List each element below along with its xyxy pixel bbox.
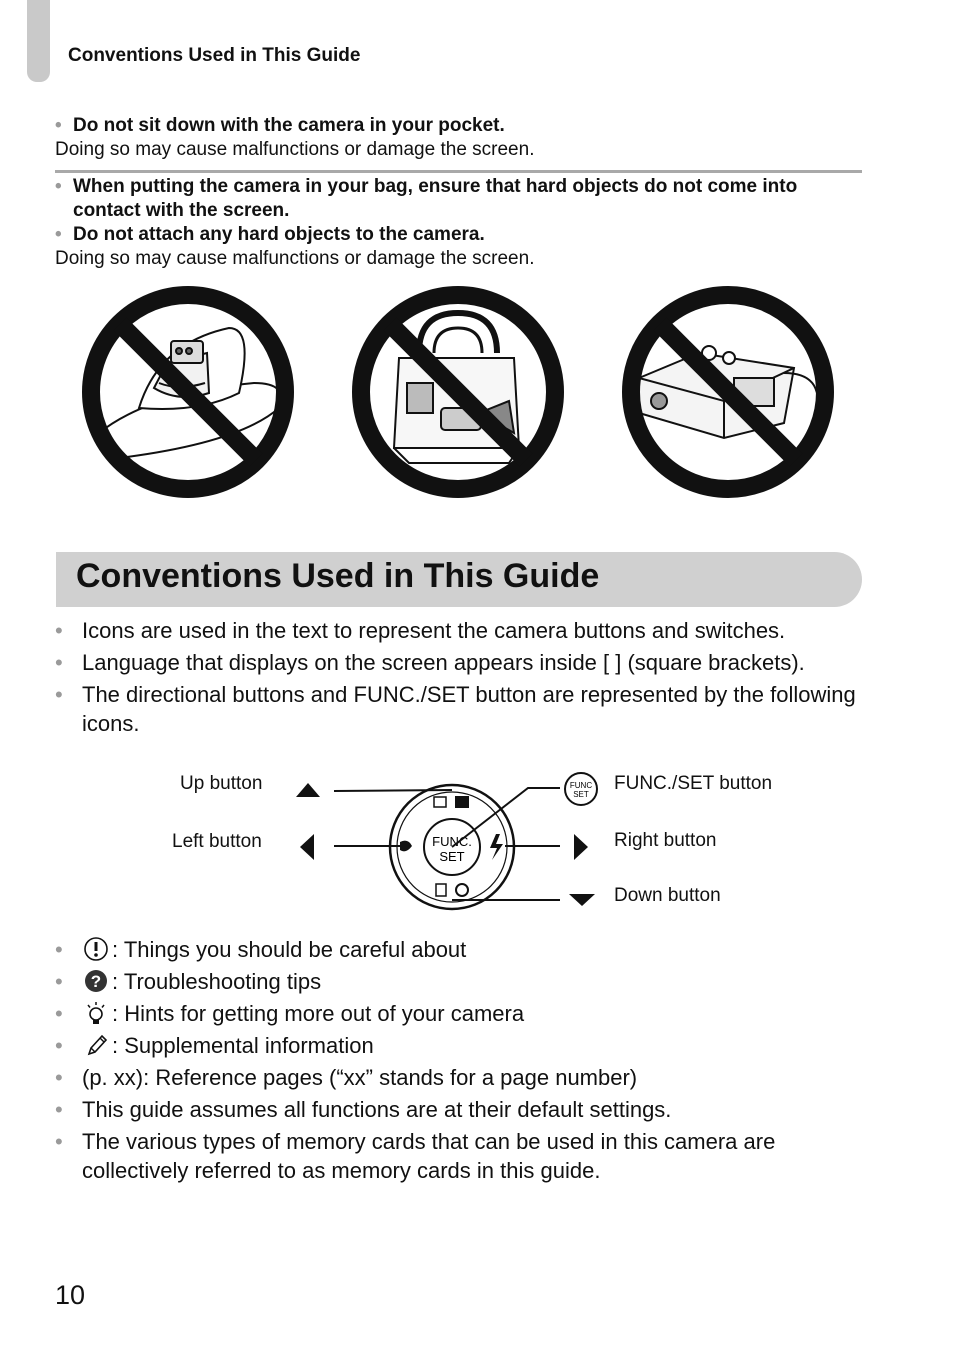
bullet-dot: • (55, 937, 63, 962)
caution-text: Do not attach any hard objects to the camera. (73, 224, 485, 245)
intro-list (55, 616, 875, 741)
list-item-text: This guide assumes all functions are at their default settings. (82, 1097, 672, 1122)
func-icon-text: FUNC (569, 781, 593, 790)
bullet-dot: • (55, 224, 62, 245)
list-item (55, 935, 875, 964)
list-item (55, 1031, 875, 1060)
bullet-dot: • (55, 1129, 63, 1154)
no-bag-hard-objects-illustration (349, 283, 567, 501)
control-dial-drawing (0, 760, 954, 930)
left-button-label: Left button (172, 831, 262, 852)
icon-legend-list (55, 935, 875, 1188)
bullet-dot: • (55, 1065, 63, 1090)
right-arrow-icon (574, 834, 588, 860)
separator-line (55, 170, 862, 173)
list-item-text: : Things you should be careful about (112, 937, 467, 962)
down-button-label: Down button (614, 885, 721, 906)
list-item-text: : Hints for getting more out of your camera (112, 1001, 525, 1026)
no-pocket-sitting-illustration (79, 283, 297, 501)
list-item (55, 1063, 875, 1092)
no-hard-attachments-illustration (619, 283, 837, 501)
page-tab-marker (27, 0, 50, 82)
list-item (55, 1127, 875, 1185)
bullet-dot: • (55, 115, 62, 136)
caution-note: Doing so may cause malfunctions or damage the screen. (55, 139, 535, 160)
list-item (55, 967, 875, 996)
list-item (55, 999, 875, 1028)
list-item (55, 1095, 875, 1124)
bullet-dot: • (55, 1033, 63, 1058)
dial-set-text: SET (439, 849, 465, 864)
bullet-dot: • (55, 682, 63, 707)
list-item-text: Language that displays on the screen appears inside [ ] (square brackets). (82, 650, 805, 675)
caution-group-2 (55, 175, 865, 271)
caution-item (55, 114, 534, 138)
bullet-dot: • (55, 1097, 63, 1122)
caution-text: Do not sit down with the camera in your pocket. (73, 115, 505, 136)
svg-text:?: ? (90, 972, 102, 991)
list-item-text: : Supplemental information (112, 1033, 374, 1058)
dial-func-text: FUNC. (432, 834, 472, 849)
bullet-dot: • (55, 1001, 63, 1026)
bullet-dot: • (55, 618, 63, 643)
hint-bulb-icon (82, 1000, 110, 1026)
caution-note: Doing so may cause malfunctions or damage the screen. (55, 248, 535, 269)
list-item-text: Icons are used in the text to represent the camera buttons and switches. (82, 618, 786, 643)
control-dial-diagram (0, 760, 954, 930)
list-item (55, 616, 875, 645)
list-item-text: The directional buttons and FUNC./SET button are represented by the following icons. (82, 682, 856, 736)
func-set-button-label: FUNC./SET button (614, 773, 773, 794)
page-number: 10 (55, 1280, 86, 1310)
up-button-label: Up button (180, 773, 263, 794)
list-item (55, 680, 875, 738)
set-icon-text: SET (573, 790, 589, 799)
bullet-dot: • (55, 176, 62, 197)
bullet-dot: • (55, 969, 63, 994)
up-arrow-icon (296, 783, 320, 797)
list-item-text: (p. xx): Reference pages (“xx” stands for a page number) (82, 1065, 638, 1090)
caution-icon (82, 936, 110, 962)
troubleshooting-icon (82, 968, 110, 994)
bullet-dot: • (55, 650, 63, 675)
down-arrow-icon (569, 894, 595, 906)
list-item-text: The various types of memory cards that can be used in this camera are collectively referred to as memory cards in this guide. (82, 1129, 776, 1183)
right-button-label: Right button (614, 830, 717, 851)
up-leader-line (334, 790, 452, 791)
caution-item (55, 175, 865, 223)
caution-text: When putting the camera in your bag, ensure that hard objects do not come into contact with the screen. (73, 176, 798, 221)
caution-group-1 (55, 114, 534, 162)
caution-item (55, 223, 865, 247)
running-header: Conventions Used in This Guide (68, 45, 361, 66)
list-item (55, 648, 875, 677)
section-title: Conventions Used in This Guide (76, 557, 600, 595)
pencil-icon (82, 1032, 110, 1058)
left-arrow-icon (300, 834, 314, 860)
list-item-text: : Troubleshooting tips (112, 969, 322, 994)
